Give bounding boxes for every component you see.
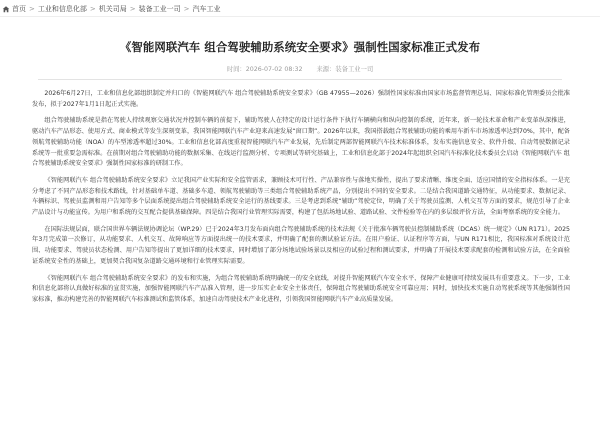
paragraph-2: 组合驾驶辅助系统是指在驾驶人持续观察交通状况并控制车辆的前提下，辅助驾驶人在特定的设计运行条件下执行车辆横向和纵向控制的系统，近年来，新一轮技术革命和产业变革纵深推进，驱动汽车产品形态、使用方式、商业模式等发生深刻变革，我国智能网联汽车产业迎来高速发展“窗口期”。2026年以来，我国搭载组合驾驶辅助功能的乘用车新车市场渗透率达到70%，其中，配备领航驾驶辅助功能（NOA）的车型渗透率超过30%。工业和信息化部高度重视智能网联汽车产业发展，先后制定两部智能网联汽车技术标准体系，发布实施信息安全、软件升级、自动驾驶数据记录系统等一批重要急需标准。在前期对组合驾驶辅助功能的数据采集、在线运行监测分析、专项测试等研究基础上，工业和信息化部于2024年起组织全国汽车标准化技术委员会启动《智能网联汽车 组合驾驶辅助系统安全要求》强制性国家标准的研制工作。 <box>32 117 570 168</box>
paragraph-1: 2026年6月27日，工业和信息化部组织制定并归口的《智能网联汽车 组合驾驶辅助系统安全要求》（GB 47955—2026）强制性国家标准由国家市场监督管理总局、国家标准化管理委员会批准发布，拟于2027年1月1日起正式实施。 <box>32 90 570 108</box>
title-divider <box>38 79 562 80</box>
article-body <box>32 89 570 306</box>
home-icon <box>2 5 10 13</box>
breadcrumb <box>0 0 600 17</box>
breadcrumb-auto-industry[interactable]: 汽车工业 <box>192 5 221 13</box>
paragraph-4: 在国际法规层面，联合国世界车辆法规协调论坛（WP.29）已于2024年3月发布面向组合驾驶辅助系统的技术法规《关于批准车辆驾驶员控制辅助系统（DCAS）统一规定》（UN R171）。2025年3月完成第一次修订，从功能要求、人机交互、故障响应等方面提出统一的技术要求，并明确了配套的测试验证方法。在用户验证、认证程序等方面，与UN R171相比，我国标准对系统设计范围、功能要求、驾驶员状态检测、用户告知等提出了更加详细的技术要求，同时增加了部分场地试验场景以及相应的试验过程和测试要求，并明确了开展技术要求配套的检测和试验方法，在全面验证系统安全性的基础上，更加契合我国复杂道路交通环境和行业管理实际需要。 <box>32 225 570 265</box>
article-title: 《智能网联汽车 组合驾驶辅助系统安全要求》强制性国家标准正式发布 <box>119 40 481 54</box>
article-source: 来源：装备工业一司 <box>316 66 374 73</box>
breadcrumb-departments[interactable]: 机关司局 <box>98 5 127 13</box>
breadcrumb-miit[interactable]: 工业和信息化部 <box>37 5 87 13</box>
paragraph-5: 《智能网联汽车 组合驾驶辅助系统安全要求》的发布和实施，为组合驾驶辅助系统明确统一的安全底线，对提升智能网联汽车安全水平、保障产业健康可持续发展具有重要意义。下一步，工业和信息化部将认真做好标准的宣贯实施，加强智能网联汽车产品准入管理，进一步压实企业安全主体责任，保障组合驾驶辅助系统安全可靠应用；同时，加快技术实施自动驾驶系统等其他强制性国家标准，推动构建完善的智能网联汽车标准测试和监管体系，加速自动驾驶技术产业化进程，引领我国智能网联汽车产业高质量发展。 <box>32 274 570 303</box>
breadcrumb-equipment-dept[interactable]: 装备工业一司 <box>138 5 181 13</box>
paragraph-3: 《智能网联汽车 组合驾驶辅助系统安全要求》立足我国产业实际和安全监管需求，兼顾技术可行性、产品兼容性与落地实操性，提出了要求清晰、维度全面、适应国情的安全指标体系。一是充分考虑了不同产品形态和技术路线，针对基础单车道、基础多车道、领航驾驶辅助等三类组合驾驶辅助系统产品，分别提出不同的安全要求。二是结合我国道路交通特征，从功能要求、数据记录、车辆标识、驾驶员监测和用户告知等多个层面系统提出组合驾驶辅助系统安全运行的基线要求。三是考虑到系统“辅助”驾驶定位，明确了关于驾驶员监测、人机交互等方面的要求，规范引导了企业产品设计与功能宣传。为用户和系统的交互配合提供基础保障。四是结合我国行业管理实际需要，构建了包括场地试验、道路试验、文件检验等在内的多层级评价方法，全面考察系统的安全能力。 <box>32 176 570 217</box>
article-meta <box>0 64 600 73</box>
breadcrumb-separator: > <box>89 5 96 13</box>
breadcrumb-separator: > <box>29 5 35 13</box>
breadcrumb-home[interactable]: 首页 <box>12 5 26 13</box>
breadcrumb-separator: > <box>129 5 136 13</box>
publish-time: 时间：2026-07-02 08:32 <box>226 66 303 73</box>
breadcrumb-separator: > <box>183 5 190 13</box>
